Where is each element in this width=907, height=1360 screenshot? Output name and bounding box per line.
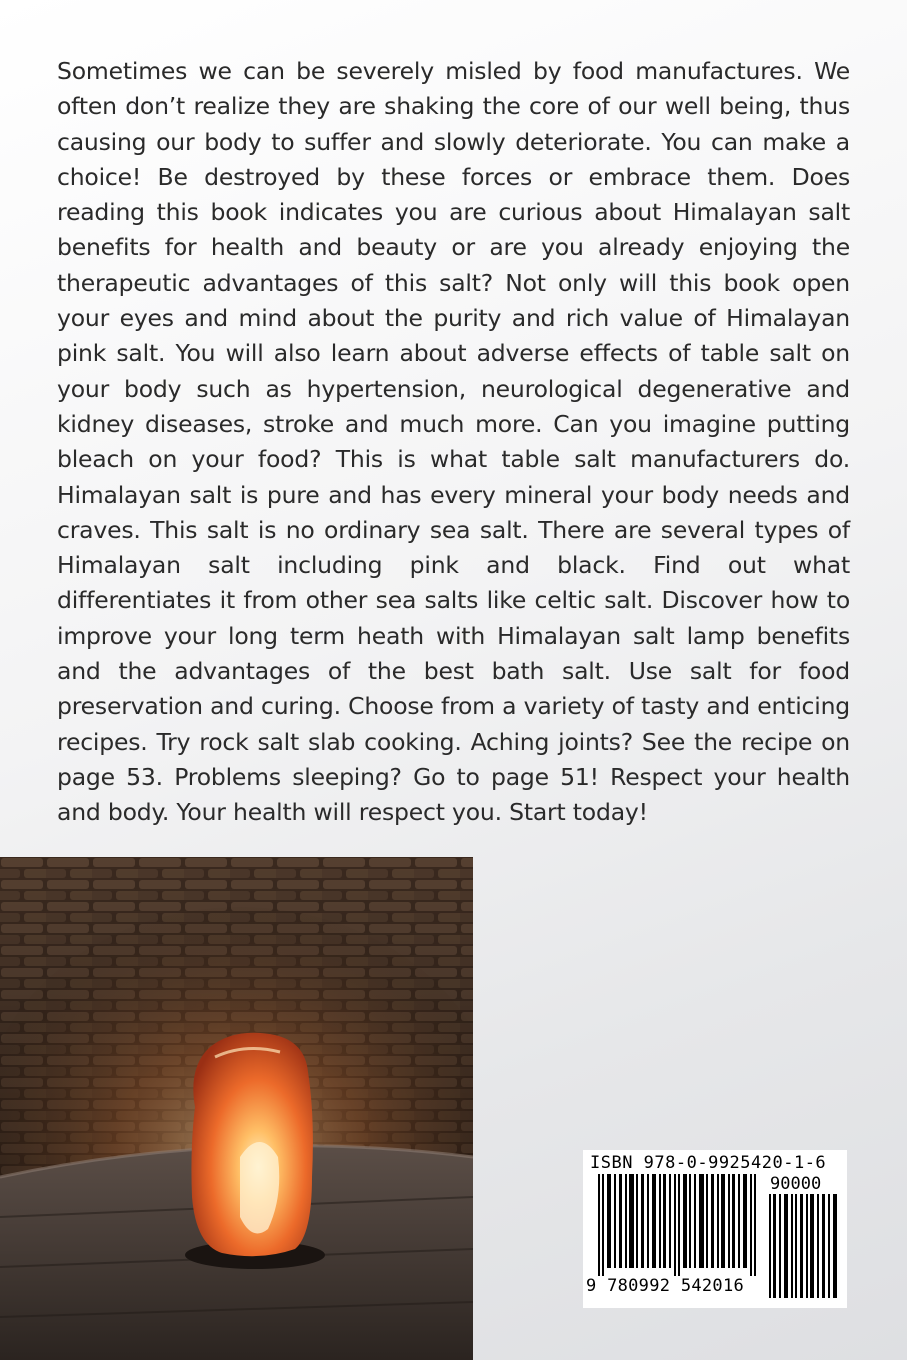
price-addon-bars — [769, 1194, 839, 1298]
salt-lamp-photo — [0, 857, 473, 1360]
isbn-label: ISBN 978-0-9925420-1-6 — [590, 1153, 827, 1173]
ean-bars — [598, 1174, 758, 1276]
ean-digits: 9 780992 542016 — [586, 1276, 745, 1296]
back-cover-blurb: Sometimes we can be severely misled by food manufactures. We often don’t realize they are shaking the core of our well being, thus causing our body to suffer and slowly deteriorate. You can make a choice! Be destroyed by these forces or embrace them. Does reading this book indicates you are curious about Himalayan salt benefits for health and beauty or are you already enjoying the therapeutic advantages of this salt? Not only will this book open your eyes and mind about the purity and rich value of Himalayan pink salt. You will also learn about adverse effects of table salt on your body such as hypertension, neurological degenerative and kidney diseases, stroke and much more. Can you imagine putting bleach on your food? This is what table salt manufacturers do. Himalayan salt is pure and has every mineral your body needs and craves. This salt is no ordinary sea salt. There are several types of Himalayan salt including pink and black. Find out what differentiates it from other sea salts like celtic salt. Discover how to improve your long term heath with Himalayan salt lamp benefits and the advantages of the best bath salt. Use salt for food preservation and curing. Choose from a variety of tasty and enticing recipes. Try rock salt slab cooking. Aching joints? See the recipe on page 53. Problems sleeping? Go to page 51! Respect your health and body. Your health will respect you. Start today! — [57, 57, 850, 827]
price-code: 90000 — [770, 1174, 822, 1194]
isbn-barcode — [583, 1150, 847, 1308]
